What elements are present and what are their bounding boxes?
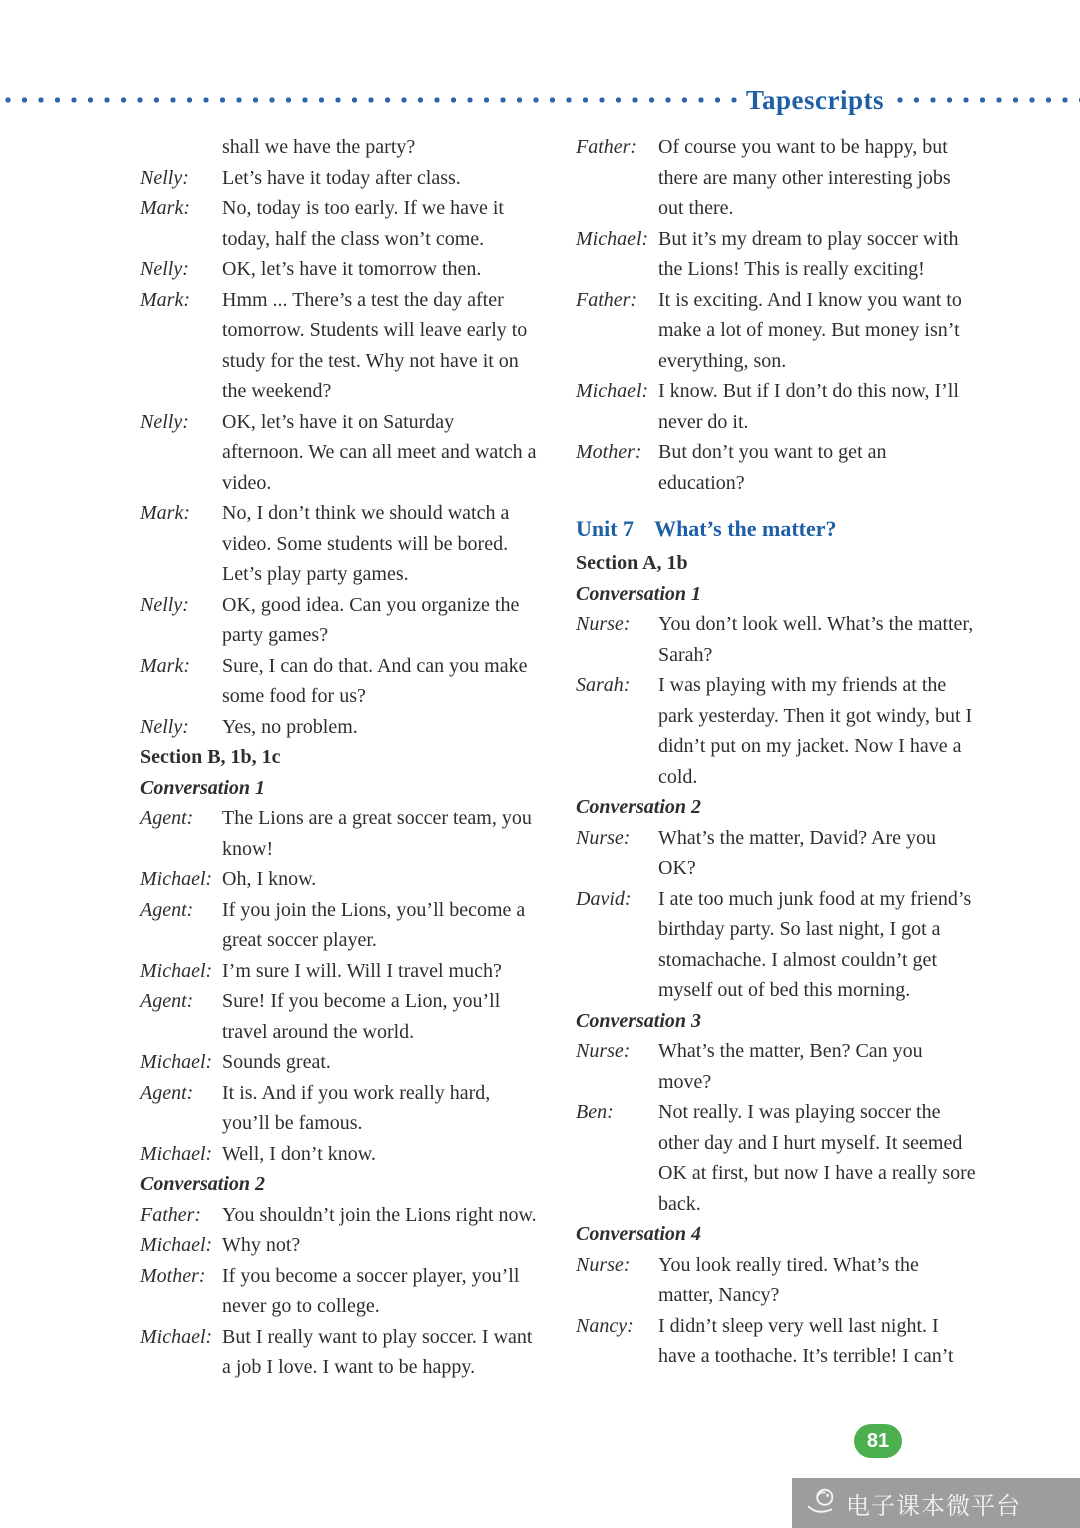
dialogue-turn [576, 609, 976, 670]
dialogue-turn [140, 986, 540, 1047]
unit-heading [576, 514, 976, 544]
dialogue-turn [576, 1097, 976, 1219]
conversation-heading: Conversation 1 [576, 582, 702, 605]
dialogue-text: But don’t you want to get an education? [658, 441, 887, 494]
speaker-label: Mother: [140, 1264, 206, 1287]
conversation-heading: Conversation 3 [576, 1009, 702, 1032]
dialogue-text: Sure, I can do that. And can you make some food for us? [222, 654, 528, 707]
speaker-label: Michael: [140, 1051, 213, 1073]
dialogue-turn [140, 163, 540, 194]
conversation-heading: Conversation 1 [140, 776, 266, 799]
tapescripts-header [0, 84, 1080, 116]
speaker-label: Nurse: [576, 1040, 631, 1062]
dialogue-text: But it’s my dream to play soccer with the Lions! This is really exciting! [658, 227, 959, 280]
section-heading: Section A, 1b [576, 552, 688, 574]
dialogue-text: Not really. I was playing soccer the other day and I hurt myself. It seemed OK at first, but now I have a really sore back. [658, 1101, 976, 1215]
speaker-label: Nancy: [576, 1314, 634, 1337]
tapescripts-title: Tapescripts [745, 84, 884, 115]
dialogue-text: I’m sure I will. Will I travel much? [222, 959, 502, 982]
page-number-badge: 81 [854, 1424, 902, 1458]
dialogue-turn [576, 1311, 976, 1372]
dialogue-text: I didn’t sleep very well last night. I have a toothache. It’s terrible! I can’t [658, 1314, 954, 1367]
unit-label: Unit 7 [576, 516, 635, 541]
dialogue-text: What’s the matter, Ben? Can you move? [658, 1040, 923, 1093]
dialogue-turn [576, 224, 976, 285]
dialogue-text: Oh, I know. [222, 868, 317, 890]
dialogue-text: No, I don’t think we should watch a video. Some students will be bored. Let’s play party games. [222, 502, 510, 585]
dialogue-text: It is. And if you work really hard, you’ll be famous. [222, 1081, 491, 1134]
speaker-label: Michael: [140, 1234, 213, 1256]
conversation-heading: Conversation 4 [576, 1223, 702, 1245]
speaker-label: Nelly: [140, 166, 189, 189]
speaker-label: Nurse: [576, 826, 631, 849]
speaker-label: Nurse: [576, 1253, 631, 1276]
dialogue-text: I was playing with my friends at the park yesterday. Then it got windy, but I didn’t put on my jacket. Now I have a cold. [658, 674, 973, 788]
speaker-label: Agent: [140, 1081, 194, 1104]
speaker-label: Nelly: [140, 258, 189, 280]
section-heading: Section B, 1b, 1c [140, 746, 281, 768]
speaker-label: Father: [576, 288, 638, 311]
page-content [0, 116, 1080, 1383]
speaker-label [140, 132, 222, 163]
dialogue-text: OK, let’s have it tomorrow then. [222, 258, 482, 280]
speaker-label: Nelly: [140, 715, 189, 738]
dialogue-text: Let’s have it today after class. [222, 166, 461, 189]
dialogue-text: You look really tired. What’s the matter, Nancy? [658, 1253, 919, 1306]
dialogue-text: Why not? [222, 1234, 301, 1256]
dialogue-turn [140, 498, 540, 590]
dialogue-turn [140, 1322, 540, 1383]
dialogue-turn [576, 132, 976, 224]
dialogue-text: It is exciting. And I know you want to make a lot of money. But money isn’t everything, son. [658, 288, 962, 372]
speaker-label: Michael: [140, 1142, 213, 1165]
speaker-label: Nelly: [140, 410, 189, 433]
watermark-text: 电子课本微平台 [846, 1492, 1021, 1520]
dialogue-turn [576, 376, 976, 437]
dialogue-text: OK, good idea. Can you organize the party games? [222, 593, 520, 646]
dialogue-turn [140, 1139, 540, 1170]
left-column [140, 132, 540, 1383]
dialogue-turn [140, 590, 540, 651]
dialogue-turn [576, 884, 976, 1006]
dialogue-text: If you become a soccer player, you’ll never go to college. [222, 1264, 520, 1317]
conversation-heading: Conversation 2 [576, 796, 702, 818]
dialogue-text: Of course you want to be happy, but there are many other interesting jobs out there. [658, 136, 951, 219]
dialogue-turn [140, 132, 540, 163]
watermark-logo-icon [804, 1484, 838, 1523]
dialogue-turn [140, 651, 540, 712]
speaker-label: Nelly: [140, 593, 189, 616]
dotted-divider-left [0, 95, 738, 105]
dialogue-turn [576, 1250, 976, 1311]
dialogue-text: Sure! If you become a Lion, you’ll travel around the world. [222, 990, 501, 1043]
speaker-label: Agent: [140, 990, 194, 1012]
dialogue-turn [140, 254, 540, 285]
speaker-label: Mark: [140, 502, 190, 524]
right-column [576, 132, 976, 1383]
dialogue-turn [576, 437, 976, 498]
dialogue-turn [140, 193, 540, 254]
dialogue-turn [140, 956, 540, 987]
speaker-label: Mark: [140, 288, 190, 311]
unit-title: What’s the matter? [654, 516, 837, 541]
dialogue-text: The Lions are a great soccer team, you know! [222, 807, 532, 860]
dialogue-turn [140, 407, 540, 499]
conversation-heading: Conversation 2 [140, 1173, 266, 1195]
dialogue-turn [140, 1047, 540, 1078]
speaker-label: Mother: [576, 441, 642, 463]
speaker-label: Agent: [140, 807, 194, 829]
dialogue-text: Well, I don’t know. [222, 1142, 376, 1165]
speaker-label: Michael: [576, 227, 649, 250]
watermark [792, 1478, 1080, 1528]
speaker-label: Nurse: [576, 613, 631, 635]
speaker-label: Mark: [140, 654, 190, 677]
dialogue-turn [576, 823, 976, 884]
dialogue-turn [140, 895, 540, 956]
speaker-label: Michael: [140, 868, 213, 890]
dialogue-turn [140, 712, 540, 743]
dialogue-turn [140, 1078, 540, 1139]
dialogue-turn [140, 285, 540, 407]
speaker-label: Father: [140, 1203, 202, 1226]
dialogue-text: If you join the Lions, you’ll become a great soccer player. [222, 898, 526, 951]
dialogue-text: No, today is too early. If we have it today, half the class won’t come. [222, 197, 504, 250]
dialogue-turn [576, 1036, 976, 1097]
dialogue-text: Sounds great. [222, 1051, 331, 1073]
dialogue-turn [140, 1200, 540, 1231]
dialogue-text: You don’t look well. What’s the matter, Sarah? [658, 613, 974, 666]
speaker-label: David: [576, 887, 632, 910]
speaker-label: Mark: [140, 197, 190, 219]
speaker-label: Sarah: [576, 674, 631, 696]
dialogue-turn [140, 1261, 540, 1322]
dialogue-text: You shouldn’t join the Lions right now. [222, 1203, 537, 1226]
speaker-label: Ben: [576, 1101, 614, 1123]
dialogue-text: shall we have the party? [222, 136, 416, 158]
speaker-label: Michael: [576, 380, 649, 402]
dialogue-text: What’s the matter, David? Are you OK? [658, 826, 936, 879]
speaker-label: Michael: [140, 959, 213, 982]
dialogue-turn [140, 864, 540, 895]
speaker-label: Agent: [140, 898, 194, 921]
dialogue-turn [140, 1230, 540, 1261]
dialogue-turn [576, 285, 976, 377]
dialogue-text: I know. But if I don’t do this now, I’ll never do it. [658, 380, 959, 433]
dialogue-text: Yes, no problem. [222, 715, 358, 738]
dialogue-text: But I really want to play soccer. I want a job I love. I want to be happy. [222, 1325, 533, 1378]
dialogue-text: OK, let’s have it on Saturday afternoon. We can all meet and watch a video. [222, 410, 537, 494]
speaker-label: Father: [576, 136, 638, 158]
dialogue-turn [576, 670, 976, 792]
dialogue-text: I ate too much junk food at my friend’s birthday party. So last night, I got a stomachache. I almost couldn’t get myself out of bed this morning. [658, 887, 972, 1001]
speaker-label: Michael: [140, 1325, 213, 1348]
dialogue-turn [140, 803, 540, 864]
dotted-divider-right [892, 95, 1080, 105]
dialogue-text: Hmm ... There’s a test the day after tomorrow. Students will leave early to study for the test. Why not have it on the weekend? [222, 288, 528, 402]
